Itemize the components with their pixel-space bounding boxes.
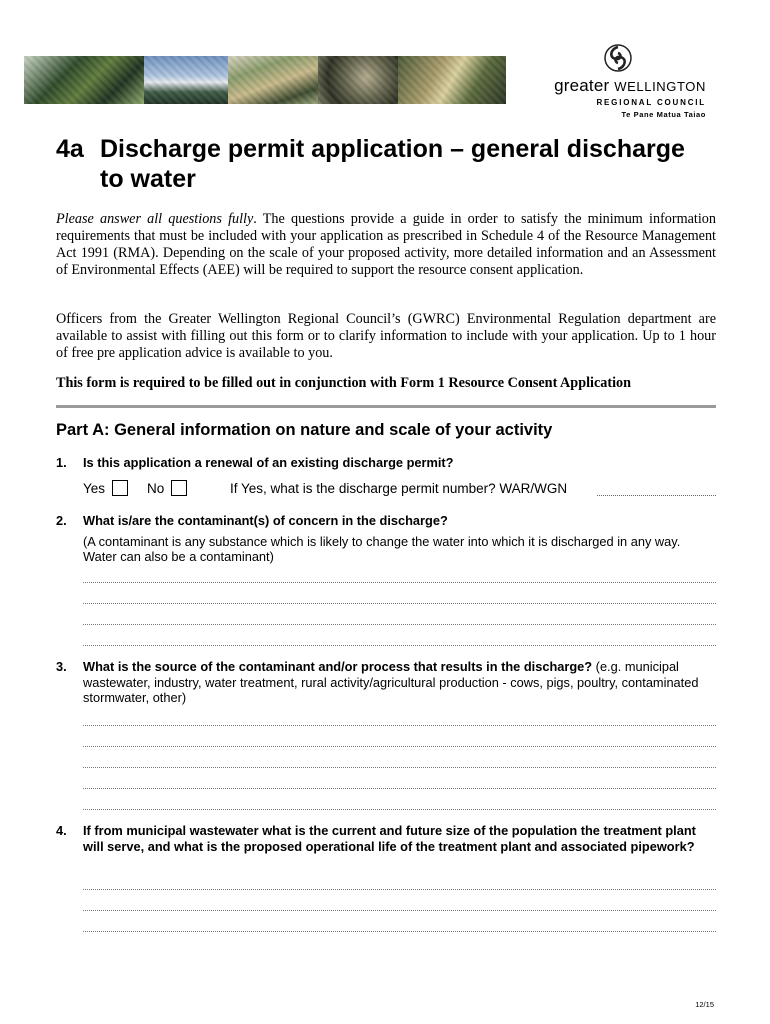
answer-line[interactable] <box>83 889 716 890</box>
question-2 <box>56 513 716 565</box>
answer-line[interactable] <box>83 624 716 625</box>
section-divider <box>56 405 716 408</box>
gwrc-logo <box>526 44 706 124</box>
question-text: Is this application a renewal of an existing discharge permit? <box>83 455 454 470</box>
permit-number-field[interactable] <box>597 495 716 496</box>
form-number: 4a <box>56 135 84 163</box>
logo-name-main: WELLINGTON <box>614 79 706 94</box>
question-help: (A contaminant is any substance which is likely to change the water into which it is discharged in any way. Water can also be a contaminant) <box>83 533 681 564</box>
title-line-2: to water <box>100 165 196 193</box>
wetland-photo <box>228 56 318 104</box>
mountain-lake-photo <box>144 56 228 104</box>
answer-line[interactable] <box>83 645 716 646</box>
gwrc-swirl-icon <box>604 44 632 72</box>
answer-line[interactable] <box>83 910 716 911</box>
question-number: 1. <box>56 455 67 470</box>
part-a-title: Part A: General information on nature and scale of your activity <box>56 421 553 439</box>
question-number: 3. <box>56 659 67 674</box>
officers-paragraph: Officers from the Greater Wellington Regional Council’s (GWRC) Environmental Regulation department are available to assist with filling out this form or to clarify information to include with your application. Up to 1 hour of free pre application advice is available to you. <box>56 311 716 361</box>
question-text: What is the source of the contaminant and/or process that results in the discharge? <box>83 659 593 674</box>
answer-line[interactable] <box>83 725 716 726</box>
answer-line[interactable] <box>83 603 716 604</box>
permit-number-prompt: If Yes, what is the discharge permit number? WAR/WGN <box>230 481 568 496</box>
logo-maori-name: Te Pane Matua Taiao <box>621 110 706 119</box>
yes-label: Yes <box>83 481 106 496</box>
question-4 <box>56 823 716 854</box>
intro-paragraph <box>56 211 716 279</box>
question-text: If from municipal wastewater what is the current and future size of the population the treatment plant will serve, and what is the proposed operational life of the treatment plant and associated pipework? <box>83 823 696 854</box>
no-label: No <box>147 481 165 496</box>
yes-checkbox[interactable] <box>112 480 128 496</box>
question-1 <box>56 455 716 471</box>
logo-wordmark <box>554 76 706 96</box>
fern-photo <box>24 56 144 104</box>
intro-italic-lead: Please answer all questions fully <box>56 211 254 227</box>
title-line-1: Discharge permit application – general discharge <box>100 135 685 163</box>
form-notice: This form is required to be filled out in conjunction with Form 1 Resource Consent Application <box>56 375 632 391</box>
logo-subtitle: REGIONAL COUNCIL <box>596 98 706 107</box>
intro-body: . The questions provide a guide in order to satisfy the minimum information requirements that must be included with your application as prescribed in Schedule 4 of the Resource Management Act 1991 (RMA). Depending on the scale of your proposed activity, more detailed information and an Assessment of Environmental Effects (AEE) will be required to support the resource consent application. <box>56 211 716 278</box>
header-photo-strip <box>24 56 506 104</box>
question-3 <box>56 659 716 706</box>
answer-line[interactable] <box>83 788 716 789</box>
answer-line[interactable] <box>83 746 716 747</box>
page-title <box>56 134 685 194</box>
question-number: 4. <box>56 823 67 838</box>
page-number: 12/15 <box>695 1000 714 1009</box>
grassland-photo <box>398 56 506 104</box>
logo-name-prefix: greater <box>554 76 610 95</box>
answer-line[interactable] <box>83 582 716 583</box>
answer-line[interactable] <box>83 931 716 932</box>
question-number: 2. <box>56 513 67 528</box>
renewal-options <box>83 479 716 499</box>
no-checkbox[interactable] <box>171 480 187 496</box>
rock-soil-photo <box>318 56 398 104</box>
question-help: (e.g. municipal wastewater, industry, water treatment, rural activity/agricultural production - cows, pigs, poultry, contaminated stormwater, other) <box>83 659 699 705</box>
answer-line[interactable] <box>83 809 716 810</box>
answer-line[interactable] <box>83 767 716 768</box>
question-text: What is/are the contaminant(s) of concern in the discharge? <box>83 513 448 528</box>
